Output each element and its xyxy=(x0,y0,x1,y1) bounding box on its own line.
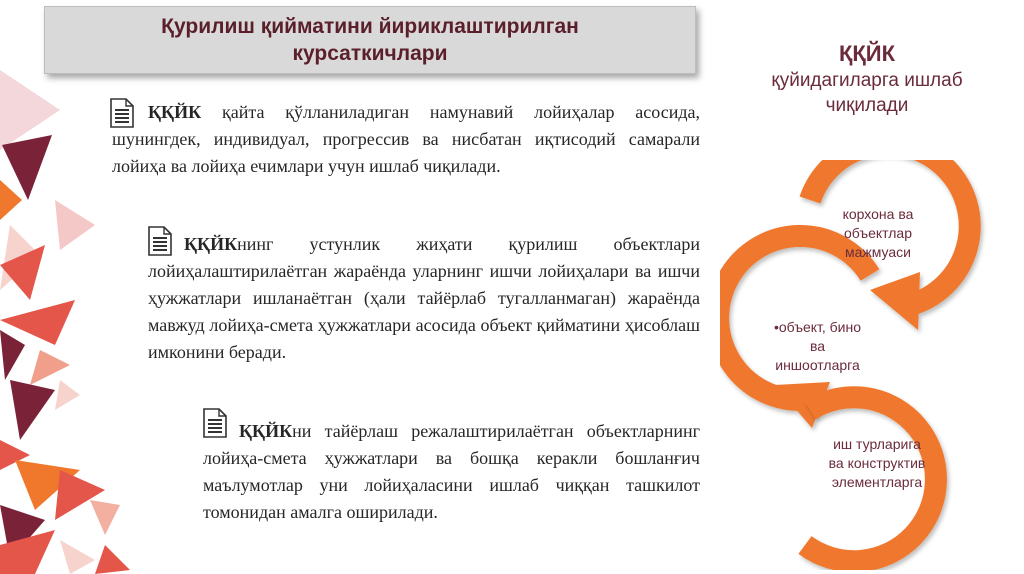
paragraph-2 xyxy=(148,231,700,366)
cycle-item-1-line-3: мажмуаси xyxy=(844,244,911,260)
paragraph-1 xyxy=(112,99,700,180)
cycle-item-3-line-1: иш турларига xyxy=(833,436,921,452)
cycle-item-1 xyxy=(818,205,938,262)
cycle-item-1-line-1: корхона ва xyxy=(842,206,914,222)
paragraph-1-text: қайта қўлланиладиган намунавий лойиҳалар асосида, шунингдек, индивидуал, прогрессив ва нисбатан иқтисодий самарали лойиҳа ва лойиҳа ечимлари учун ишлаб чиқилади. xyxy=(112,102,700,176)
cycle-item-2-line-1: •объект, бино xyxy=(773,319,862,335)
right-heading xyxy=(742,40,992,118)
right-subtitle-line-2: чиқилади xyxy=(825,95,909,116)
title-line-1: Қурилиш қийматини йириклаштирилган xyxy=(161,15,579,38)
paragraph-3-text: ни тайёрлаш режалаштирилаётган объектларнинг лойиҳа-смета ҳужжатлари ва бошқа керакли бошланғич маълумотлар уни лойиҳаласини ишлаб чиққан ташкилот томонидан амалга оширилади. xyxy=(203,421,700,522)
cycle-item-3-line-3: элементларга xyxy=(831,474,923,490)
paragraph-2-bold: ҚҚЙК xyxy=(184,234,238,254)
right-subtitle-line-1: қуйидагиларга ишлаб xyxy=(771,70,963,91)
cycle-item-2-line-3: иншоотларга xyxy=(775,357,860,373)
paragraph-3 xyxy=(203,418,700,526)
cycle-item-2-line-2: ва xyxy=(809,338,826,354)
cycle-item-2 xyxy=(755,318,880,375)
title-box xyxy=(44,6,696,74)
paragraph-2-text: нинг устунлик жиҳати қурилиш объектлари лойиҳалаштирилаётган жараёнда уларнинг ишчи лойиҳалари ва ишчи ҳужжатлари ишланаётган (ҳали тайёрлаб тугалланмаган) жараёнда мавжуд лойиҳа-смета ҳужжатлари асосида объект қийматини ҳисоблаш имконини беради. xyxy=(148,234,700,362)
cycle-item-3 xyxy=(812,435,942,492)
decorative-triangles xyxy=(0,0,130,574)
cycle-item-1-line-2: объектлар xyxy=(843,225,912,241)
cycle-item-3-line-2: ва конструктив xyxy=(828,455,926,471)
right-title: ҚҚЙК xyxy=(838,41,896,66)
title-line-2: курсаткичлари xyxy=(292,42,448,65)
paragraph-3-bold: ҚҚЙК xyxy=(239,421,293,441)
paragraph-1-bold: ҚҚЙК xyxy=(148,102,202,122)
